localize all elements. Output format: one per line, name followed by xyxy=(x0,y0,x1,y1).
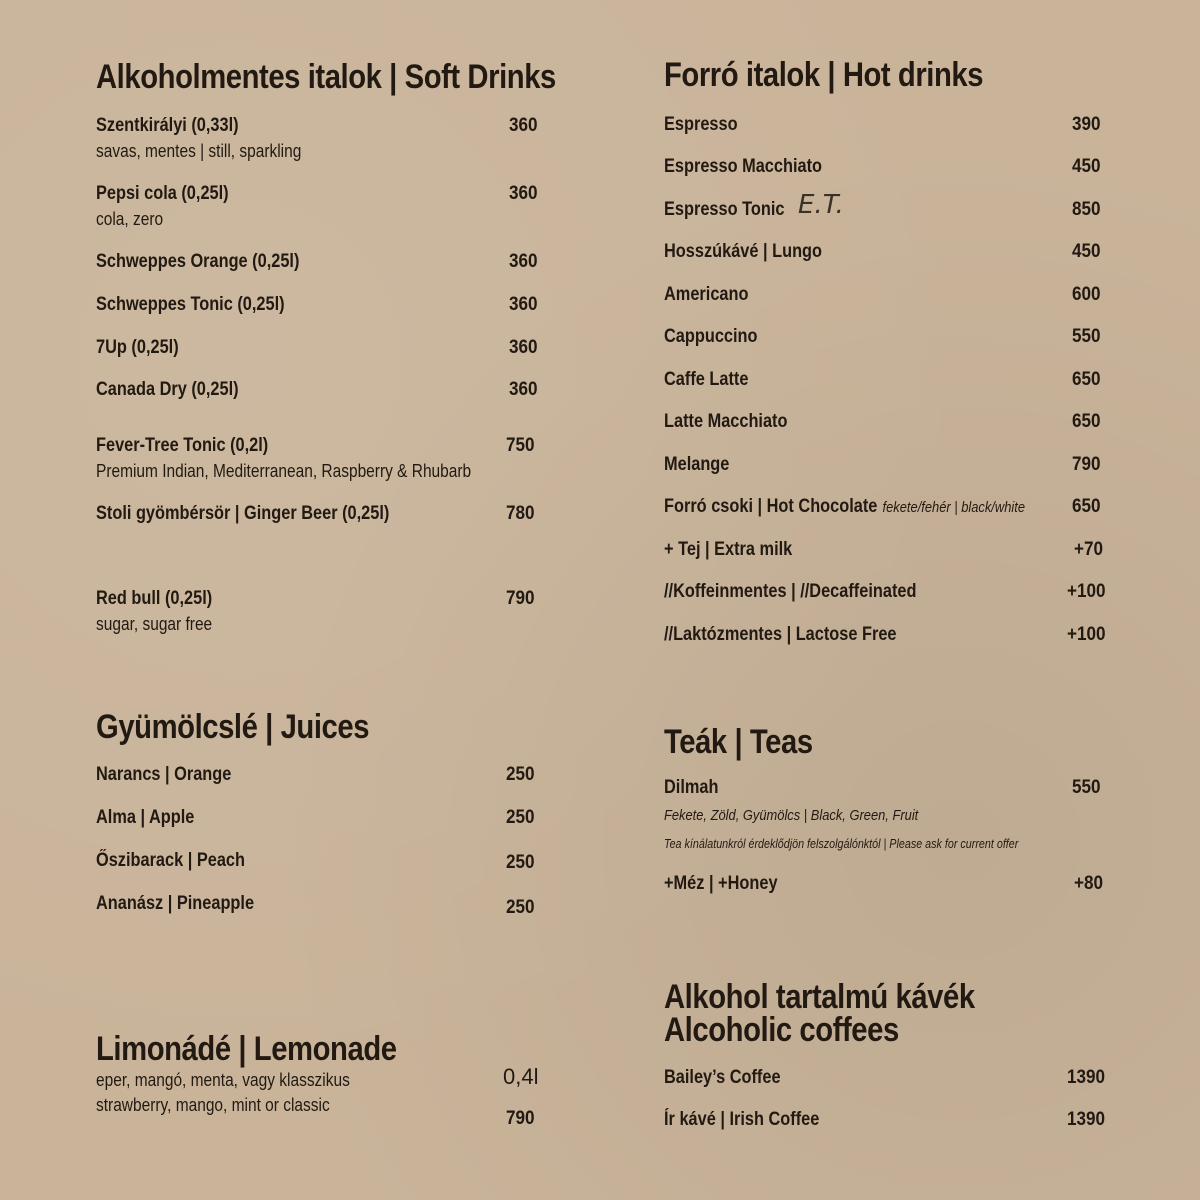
menu-item-price: 790 xyxy=(1072,454,1101,475)
menu-item-price: 450 xyxy=(1072,241,1101,262)
menu-item-price: +70 xyxy=(1074,539,1104,560)
lemonade-description-en: strawberry, mango, mint or classic xyxy=(96,1095,330,1115)
menu-item-price: 360 xyxy=(509,337,538,358)
menu-item-name: Americano xyxy=(664,284,749,305)
menu-item-price: 600 xyxy=(1072,284,1101,305)
menu-item-price: 550 xyxy=(1072,326,1101,347)
menu-item-price: 790 xyxy=(506,588,535,609)
menu-item-name: Őszibarack | Peach xyxy=(96,850,245,871)
menu-item-description: savas, mentes | still, sparkling xyxy=(96,141,302,161)
teas-heading: Teák | Teas xyxy=(664,723,813,761)
menu-item-price: 360 xyxy=(509,294,538,315)
menu-item-price: 360 xyxy=(509,115,538,136)
menu-item-name: Espresso Tonic xyxy=(664,199,785,220)
menu-item-name: Ananász | Pineapple xyxy=(96,893,255,914)
menu-item-name: Hosszúkávé | Lungo xyxy=(664,241,823,262)
tea-offer-note: Tea kínálatunkról érdeklődjön felszolgálónktól | Please ask for current offer xyxy=(664,837,1019,851)
menu-item-name: //Koffeinmentes | //Decaffeinated xyxy=(664,581,917,602)
menu-item-price: 450 xyxy=(1072,156,1101,177)
menu-item-name: //Laktózmentes | Lactose Free xyxy=(664,624,897,645)
menu-item-price: 360 xyxy=(509,379,538,400)
menu-item-name: Alma | Apple xyxy=(96,807,195,828)
menu-item-description: sugar, sugar free xyxy=(96,614,213,634)
menu-item-name: +Méz | +Honey xyxy=(664,873,778,894)
menu-item-name: Fever-Tree Tonic (0,2l) xyxy=(96,435,269,456)
menu-item-name: Schweppes Orange (0,25l) xyxy=(96,251,300,272)
menu-item-price: 750 xyxy=(506,435,535,456)
menu-item-price: 550 xyxy=(1072,777,1101,798)
menu-item-price: +100 xyxy=(1067,581,1106,602)
lemonade-description-hu: eper, mangó, menta, vagy klasszikus xyxy=(96,1070,350,1090)
menu-item-name: Narancs | Orange xyxy=(96,764,232,785)
menu-item-name: Latte Macchiato xyxy=(664,411,788,432)
hot-chocolate-name: Forró csoki | Hot Chocolate xyxy=(664,496,878,517)
menu-item-price: 250 xyxy=(506,897,535,918)
menu-item-price: +80 xyxy=(1074,873,1104,894)
menu-item-name: + Tej | Extra milk xyxy=(664,539,793,560)
menu-item-name xyxy=(664,497,1025,516)
alcoholic-coffees-heading-en: Alcoholic coffees xyxy=(664,1011,899,1049)
menu-item-name: Szentkirályi (0,33l) xyxy=(96,115,239,136)
menu-item-price: 850 xyxy=(1072,199,1101,220)
menu-item-price: 780 xyxy=(506,503,535,524)
menu-item-name: Red bull (0,25l) xyxy=(96,588,213,609)
menu-item-price: 360 xyxy=(509,251,538,272)
menu-item-description: cola, zero xyxy=(96,209,164,229)
menu-item-name: Schweppes Tonic (0,25l) xyxy=(96,294,285,315)
menu-item-price: +100 xyxy=(1067,624,1106,645)
menu-item-name: Espresso Macchiato xyxy=(664,156,823,177)
menu-item-name: Bailey’s Coffee xyxy=(664,1067,781,1088)
menu-item-name: Pepsi cola (0,25l) xyxy=(96,183,229,204)
hot-chocolate-note: fekete/fehér | black/white xyxy=(882,499,1026,516)
menu-item-name: Dilmah xyxy=(664,777,719,798)
menu-item-price: 650 xyxy=(1072,496,1101,517)
alcoholic-coffees-heading-hu: Alkohol tartalmú kávék xyxy=(664,978,975,1016)
menu-item-name: Caffe Latte xyxy=(664,369,749,390)
menu-item-price: 650 xyxy=(1072,369,1101,390)
handwritten-initials: E.T. xyxy=(798,190,844,220)
hot-drinks-heading: Forró italok | Hot drinks xyxy=(664,56,984,94)
menu-item-price: 1390 xyxy=(1067,1067,1106,1088)
juices-heading: Gyümölcslé | Juices xyxy=(96,708,370,746)
lemonade-volume: 0,4l xyxy=(503,1064,539,1089)
menu-item-price: 390 xyxy=(1072,114,1101,135)
menu-item-name: Ír kávé | Irish Coffee xyxy=(664,1109,820,1130)
menu-item-price: 650 xyxy=(1072,411,1101,432)
menu-item-name: Cappuccino xyxy=(664,326,758,347)
lemonade-price: 790 xyxy=(506,1108,535,1129)
menu-item-name: Melange xyxy=(664,454,730,475)
menu-item-price: 250 xyxy=(506,852,535,873)
menu-item-price: 250 xyxy=(506,807,535,828)
menu-item-description: Premium Indian, Mediterranean, Raspberry & Rhubarb xyxy=(96,461,472,481)
menu-item-name: Canada Dry (0,25l) xyxy=(96,379,239,400)
menu-item-price: 360 xyxy=(509,183,538,204)
lemonade-heading: Limonádé | Lemonade xyxy=(96,1030,397,1068)
menu-item-price: 1390 xyxy=(1067,1109,1106,1130)
menu-item-price: 250 xyxy=(506,764,535,785)
menu-item-name: 7Up (0,25l) xyxy=(96,337,179,358)
menu-item-name: Stoli gyömbérsör | Ginger Beer (0,25l) xyxy=(96,503,390,524)
soft-drinks-heading: Alkoholmentes italok | Soft Drinks xyxy=(96,58,556,96)
menu-item-name: Espresso xyxy=(664,114,738,135)
tea-varieties: Fekete, Zöld, Gyümölcs | Black, Green, Fruit xyxy=(664,807,919,824)
